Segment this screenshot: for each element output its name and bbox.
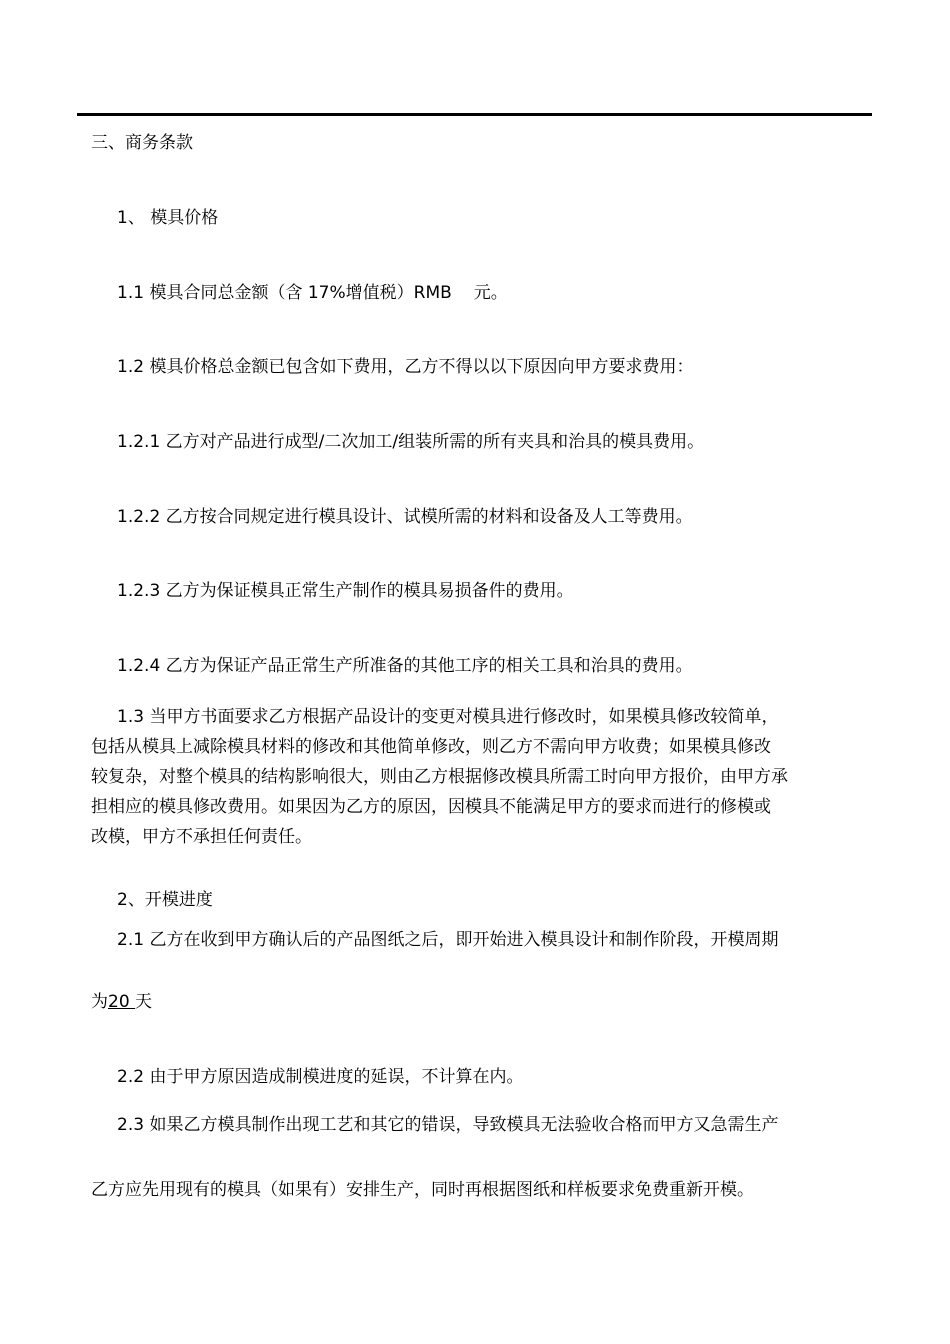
- clause-1-3: [91, 702, 861, 852]
- item1-heading: 1、 模具价格: [117, 208, 219, 228]
- clause-1-1: [117, 283, 508, 303]
- item2-heading: 2、开模进度: [117, 890, 213, 910]
- clause-1-3-line: 担相应的模具修改费用。如果因为乙方的原因，因模具不能满足甲方的要求而进行的修模或: [91, 797, 771, 817]
- clause-2-1-continued: [91, 992, 152, 1012]
- clause-1-3-line: 1.3 当甲方书面要求乙方根据产品设计的变更对模具进行修改时，如果模具修改较简单，: [117, 707, 779, 727]
- clause-1-1-text: 1.1 模具合同总金额（含 17%增值税）RMB: [117, 283, 452, 303]
- clause-1-2: 1.2 模具价格总金额已包含如下费用，乙方不得以以下原因向甲方要求费用：: [117, 357, 694, 377]
- clause-1-2-1: 1.2.1 乙方对产品进行成型/二次加工/组装所需的所有夹具和治具的模具费用。: [117, 432, 705, 452]
- clause-1-3-line: 较复杂，对整个模具的结构影响很大，则由乙方根据修改模具所需工时向甲方报价，由甲方承: [91, 767, 788, 787]
- mold-days-value: 20: [108, 992, 136, 1012]
- clause-2-1-prefix: 为: [91, 992, 108, 1012]
- clause-1-3-line: 包括从模具上减除模具材料的修改和其他简单修改，则乙方不需向甲方收费；如果模具修改: [91, 737, 771, 757]
- section-title: 三、商务条款: [91, 133, 193, 153]
- clause-2-1-suffix: 天: [135, 992, 153, 1012]
- clause-1-2-2: 1.2.2 乙方按合同规定进行模具设计、试模所需的材料和设备及人工等费用。: [117, 507, 693, 527]
- clause-1-2-4: 1.2.4 乙方为保证产品正常生产所准备的其他工序的相关工具和治具的费用。: [117, 656, 693, 676]
- header-rule: [77, 113, 872, 116]
- clause-1-1-unit: 元。: [473, 283, 508, 303]
- clause-1-2-3: 1.2.3 乙方为保证模具正常生产制作的模具易损备件的费用。: [117, 581, 574, 601]
- clause-2-2: 2.2 由于甲方原因造成制模进度的延误，不计算在内。: [117, 1067, 524, 1087]
- clause-2-3: 2.3 如果乙方模具制作出现工艺和其它的错误，导致模具无法验收合格而甲方又急需生产: [117, 1115, 779, 1135]
- clause-2-3-continued: 乙方应先用现有的模具（如果有）安排生产，同时再根据图纸和样板要求免费重新开模。: [91, 1180, 754, 1200]
- clause-1-3-line: 改模，甲方不承担任何责任。: [91, 827, 312, 847]
- clause-2-1: 2.1 乙方在收到甲方确认后的产品图纸之后，即开始进入模具设计和制作阶段，开模周期: [117, 930, 779, 950]
